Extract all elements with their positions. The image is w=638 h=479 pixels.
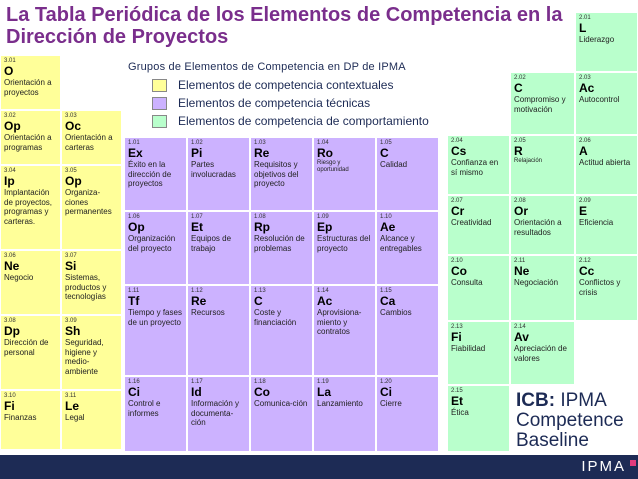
- element-name: Seguridad, higiene y medio-ambiente: [65, 338, 104, 376]
- element-number: 1.14: [317, 288, 329, 294]
- element-symbol: Co: [254, 385, 270, 399]
- element-symbol: Dp: [4, 324, 20, 338]
- element-name: Cierre: [380, 399, 402, 408]
- element-name: Sistemas, productos y tecnologías: [65, 273, 107, 301]
- element-1-10: [376, 211, 439, 285]
- element-symbol: Ac: [317, 294, 333, 308]
- element-name: Orientación a proyectos: [4, 78, 52, 97]
- element-name: Conflictos y crisis: [579, 278, 621, 297]
- element-number: 2.08: [514, 198, 526, 204]
- element-3-09: [61, 315, 122, 390]
- element-symbol: R: [514, 144, 523, 158]
- element-1-02: [187, 137, 250, 211]
- element-number: 1.19: [317, 379, 329, 385]
- element-number: 1.10: [380, 214, 392, 220]
- element-number: 1.15: [380, 288, 392, 294]
- element-number: 2.04: [451, 138, 463, 144]
- element-number: 2.07: [451, 198, 463, 204]
- element-number: 2.02: [514, 75, 526, 81]
- element-2-15: [447, 385, 510, 452]
- element-symbol: O: [4, 64, 14, 78]
- element-symbol: Re: [254, 146, 270, 160]
- element-number: 3.02: [4, 113, 16, 119]
- element-1-08: [250, 211, 313, 285]
- element-number: 2.01: [579, 15, 591, 21]
- element-1-13: [250, 285, 313, 376]
- element-name: Resolución de problemas: [254, 234, 305, 253]
- element-number: 3.07: [65, 253, 77, 259]
- element-symbol: Ne: [514, 264, 530, 278]
- element-2-10: [447, 255, 510, 321]
- element-number: 3.05: [65, 168, 77, 174]
- element-2-13: [447, 321, 510, 385]
- element-2-07: [447, 195, 510, 255]
- logo-accent-icon: [630, 460, 636, 466]
- legend-label-behavioral: Elementos de competencia de comportamiento: [178, 114, 429, 128]
- element-3-06: [0, 250, 61, 315]
- element-2-12: [575, 255, 638, 321]
- element-symbol: Pi: [191, 146, 203, 160]
- element-1-01: [124, 137, 187, 211]
- element-symbol: La: [317, 385, 332, 399]
- element-symbol: Oc: [65, 119, 82, 133]
- page-title: La Tabla Periódica de los Elementos de Competencia en la Dirección de Proyectos: [6, 4, 563, 48]
- element-symbol: Ca: [380, 294, 396, 308]
- footer-bar: [0, 455, 638, 479]
- element-symbol: Op: [4, 119, 21, 133]
- element-name: Negociación: [514, 278, 559, 287]
- legend-swatch-behavioral: [152, 115, 167, 128]
- element-symbol: Ae: [380, 220, 396, 234]
- element-symbol: Fi: [451, 330, 462, 344]
- element-number: 3.03: [65, 113, 77, 119]
- element-symbol: Ci: [128, 385, 140, 399]
- element-1-16: [124, 376, 187, 452]
- element-name: Cambios: [380, 308, 412, 317]
- element-number: 1.08: [254, 214, 266, 220]
- element-name: Confianza en sí mismo: [451, 158, 499, 177]
- element-number: 3.06: [4, 253, 16, 259]
- element-symbol: Cr: [451, 204, 465, 218]
- element-symbol: Ep: [317, 220, 333, 234]
- element-symbol: Op: [128, 220, 145, 234]
- element-1-20: [376, 376, 439, 452]
- element-name: Calidad: [380, 160, 408, 169]
- element-number: 2.11: [514, 258, 526, 264]
- element-name: Actitud abierta: [579, 158, 631, 167]
- element-name: Consulta: [451, 278, 483, 287]
- element-1-15: [376, 285, 439, 376]
- element-1-11: [124, 285, 187, 376]
- element-name: Control e informes: [128, 399, 161, 418]
- element-symbol: Ci: [380, 385, 392, 399]
- element-1-03: [250, 137, 313, 211]
- element-name: Relajación: [514, 158, 543, 164]
- element-number: 1.18: [254, 379, 266, 385]
- element-symbol: C: [514, 81, 523, 95]
- element-name: Orientación a programas: [4, 133, 52, 152]
- element-3-10: [0, 390, 61, 450]
- element-1-05: [376, 137, 439, 211]
- element-number: 1.11: [128, 288, 140, 294]
- element-name: Partes involucradas: [191, 160, 236, 179]
- element-name: Ética: [451, 408, 469, 417]
- element-number: 2.09: [579, 198, 591, 204]
- element-symbol: Rp: [254, 220, 270, 234]
- element-name: Creatividad: [451, 218, 492, 227]
- element-number: 3.01: [4, 58, 16, 64]
- element-3-08: [0, 315, 61, 390]
- element-name: Dirección de personal: [4, 338, 49, 357]
- element-name: Comunica-ción: [254, 399, 308, 408]
- element-number: 2.03: [579, 75, 591, 81]
- element-2-06: [575, 135, 638, 195]
- element-number: 3.08: [4, 318, 16, 324]
- element-number: 1.12: [191, 288, 203, 294]
- element-1-12: [187, 285, 250, 376]
- element-number: 3.10: [4, 393, 16, 399]
- element-symbol: Fi: [4, 399, 15, 413]
- element-name: Finanzas: [4, 413, 37, 422]
- element-3-03: [61, 110, 122, 165]
- element-name: Estructuras del proyecto: [317, 234, 371, 253]
- element-3-04: [0, 165, 61, 250]
- ipma-logo: IPMA: [581, 458, 626, 475]
- element-1-18: [250, 376, 313, 452]
- element-name: Equipos de trabajo: [191, 234, 232, 253]
- element-symbol: E: [579, 204, 588, 218]
- element-1-04: [313, 137, 376, 211]
- element-2-14: [510, 321, 575, 385]
- element-name: Autocontrol: [579, 95, 620, 104]
- element-number: 2.15: [451, 388, 463, 394]
- element-name: Información y documenta-ción: [191, 399, 240, 427]
- legend-label-contextual: Elementos de competencia contextuales: [178, 78, 394, 92]
- element-2-04: [447, 135, 510, 195]
- legend-swatch-contextual: [152, 79, 167, 92]
- element-1-06: [124, 211, 187, 285]
- element-name: Tiempo y fases de un proyecto: [128, 308, 182, 327]
- element-2-11: [510, 255, 575, 321]
- element-number: 3.04: [4, 168, 16, 174]
- element-name: Requisitos y objetivos del proyecto: [254, 160, 299, 188]
- element-name: Coste y financiación: [254, 308, 297, 327]
- element-symbol: Op: [65, 174, 82, 188]
- element-3-02: [0, 110, 61, 165]
- element-name: Organiza-ciones permanentes: [65, 188, 112, 216]
- element-3-11: [61, 390, 122, 450]
- element-1-09: [313, 211, 376, 285]
- element-number: 1.03: [254, 140, 266, 146]
- element-number: 1.16: [128, 379, 140, 385]
- legend-swatch-technical: [152, 97, 167, 110]
- element-symbol: Si: [65, 259, 77, 273]
- element-symbol: C: [254, 294, 263, 308]
- element-2-03: [575, 72, 638, 135]
- element-name: Eficiencia: [579, 218, 614, 227]
- element-name: Legal: [65, 413, 85, 422]
- element-2-01: [575, 12, 638, 72]
- legend-label-technical: Elementos de competencia técnicas: [178, 96, 371, 110]
- element-symbol: Av: [514, 330, 529, 344]
- element-symbol: Et: [451, 394, 463, 408]
- element-symbol: Sh: [65, 324, 81, 338]
- element-symbol: Cc: [579, 264, 595, 278]
- element-3-01: [0, 55, 61, 110]
- element-1-19: [313, 376, 376, 452]
- element-number: 1.02: [191, 140, 203, 146]
- element-name: Orientación a carteras: [65, 133, 113, 152]
- element-number: 2.06: [579, 138, 591, 144]
- element-symbol: Ip: [4, 174, 15, 188]
- element-symbol: Ne: [4, 259, 20, 273]
- element-symbol: Ro: [317, 146, 333, 160]
- element-symbol: Et: [191, 220, 203, 234]
- element-2-02: [510, 72, 575, 135]
- element-number: 1.17: [191, 379, 203, 385]
- element-2-09: [575, 195, 638, 255]
- element-2-05: [510, 135, 575, 195]
- element-name: Lanzamiento: [317, 399, 363, 408]
- element-symbol: L: [579, 21, 587, 35]
- element-number: 1.09: [317, 214, 329, 220]
- element-name: Compromiso y motivación: [514, 95, 566, 114]
- element-name: Orientación a resultados: [514, 218, 562, 237]
- element-name: Éxito en la dirección de proyectos: [128, 160, 172, 188]
- element-number: 2.12: [579, 258, 591, 264]
- element-symbol: Tf: [128, 294, 140, 308]
- element-number: 1.01: [128, 140, 140, 146]
- element-symbol: Ac: [579, 81, 595, 95]
- element-name: Negocio: [4, 273, 34, 282]
- element-number: 2.13: [451, 324, 463, 330]
- element-number: 1.04: [317, 140, 329, 146]
- element-number: 1.20: [380, 379, 392, 385]
- element-symbol: A: [579, 144, 588, 158]
- element-1-14: [313, 285, 376, 376]
- element-name: Recursos: [191, 308, 225, 317]
- element-name: Implantación de proyectos, programas y carteras.: [4, 188, 53, 226]
- icb-label: ICB:: [516, 390, 556, 411]
- element-number: 1.13: [254, 288, 266, 294]
- element-name: Aprovisiona-miento y contratos: [317, 308, 362, 336]
- element-symbol: Co: [451, 264, 467, 278]
- element-number: 2.10: [451, 258, 463, 264]
- element-symbol: Cs: [451, 144, 467, 158]
- element-symbol: Id: [191, 385, 202, 399]
- element-number: 2.14: [514, 324, 526, 330]
- element-name: Alcance y entregables: [380, 234, 422, 253]
- element-number: 2.05: [514, 138, 526, 144]
- element-2-08: [510, 195, 575, 255]
- element-number: 1.05: [380, 140, 392, 146]
- element-3-05: [61, 165, 122, 250]
- icb-caption: [516, 391, 638, 451]
- element-1-07: [187, 211, 250, 285]
- element-number: 1.07: [191, 214, 203, 220]
- element-3-07: [61, 250, 122, 315]
- element-name: Liderazgo: [579, 35, 615, 44]
- element-symbol: C: [380, 146, 389, 160]
- element-name: Riesgo y oportunidad: [317, 160, 349, 173]
- element-name: Organización del proyecto: [128, 234, 176, 253]
- element-number: 3.09: [65, 318, 77, 324]
- element-number: 1.06: [128, 214, 140, 220]
- element-symbol: Re: [191, 294, 207, 308]
- element-1-17: [187, 376, 250, 452]
- element-symbol: Ex: [128, 146, 143, 160]
- icb-text: IPMA Competence Baseline: [516, 390, 624, 451]
- element-symbol: Le: [65, 399, 80, 413]
- element-symbol: Or: [514, 204, 529, 218]
- element-name: Apreciación de valores: [514, 344, 567, 363]
- legend-title: Grupos de Elementos de Competencia en DP de IPMA: [128, 61, 406, 73]
- element-number: 3.11: [65, 393, 77, 399]
- element-name: Fiabilidad: [451, 344, 486, 353]
